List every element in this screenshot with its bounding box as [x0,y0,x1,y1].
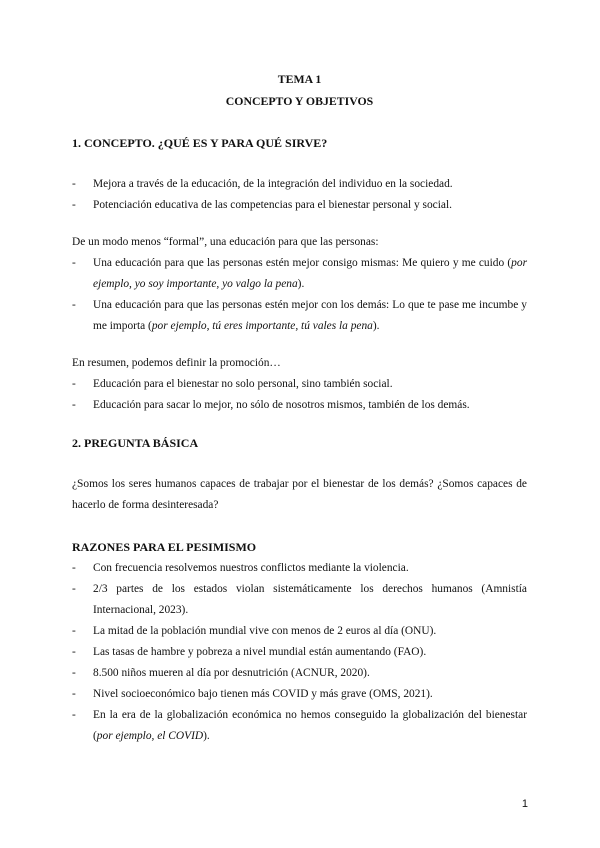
page-number: 1 [521,798,528,810]
list-item: - Educación para el bienestar no solo personal, sino también social. [72,374,527,395]
list-item: - En la era de la globalización económica no hemos conseguido la globalización del bienestar (por ejemplo, el COVID). [72,705,527,747]
list-item: - La mitad de la población mundial vive con menos de 2 euros al día (ONU). [72,621,527,642]
section2-heading: 2. PREGUNTA BÁSICA [72,436,199,450]
document-page [72,68,527,747]
education-list [72,253,527,337]
list-item: - 8.500 niños mueren al día por desnutrición (ACNUR, 2020). [72,663,527,684]
list-item: - Mejora a través de la educación, de la integración del individuo en la sociedad. [72,174,527,195]
pesimismo-heading: RAZONES PARA EL PESIMISMO [72,540,257,554]
example-text: por ejemplo, el COVID [96,730,204,742]
list-item: - Potenciación educativa de las competencias para el bienestar personal y social. [72,195,527,216]
concept-list [72,174,527,216]
example-text: por ejemplo, yo soy importante, yo valgo la pena [93,257,527,290]
list-item: - Con frecuencia resolvemos nuestros conflictos mediante la violencia. [72,558,527,579]
example-text: por ejemplo, tú eres importante, tú vales la pena [151,320,373,332]
list-item: - Nivel socioeconómico bajo tienen más COVID y más grave (OMS, 2021). [72,684,527,705]
list-item: - Las tasas de hambre y pobreza a nivel mundial están aumentando (FAO). [72,642,527,663]
list-item: - Una educación para que las personas estén mejor con los demás: Lo que te pase me incumbe y me importa (por ejemplo, tú eres importante, tú vales la pena). [72,295,527,337]
tema-subtitle: CONCEPTO Y OBJETIVOS [225,94,374,108]
section1-heading: 1. CONCEPTO. ¿QUÉ ES Y PARA QUÉ SIRVE? [72,136,328,150]
paragraph: En resumen, podemos definir la promoción… [72,357,281,369]
list-item: - 2/3 partes de los estados violan sistemáticamente los derechos humanos (Amnistía Internacional, 2023). [72,579,527,621]
pesimismo-list [72,558,527,747]
list-item: - Una educación para que las personas estén mejor consigo mismas: Me quiero y me cuido (por ejemplo, yo soy importante, yo valgo la pena). [72,253,527,295]
paragraph: De un modo menos “formal”, una educación para que las personas: [72,236,379,248]
question-paragraph: ¿Somos los seres humanos capaces de trabajar por el bienestar de los demás? ¿Somos capaces de hacerlo de forma desinteresada? [72,478,527,511]
tema-title: TEMA 1 [277,72,322,86]
summary-list [72,374,527,416]
list-item: - Educación para sacar lo mejor, no sólo de nosotros mismos, también de los demás. [72,395,527,416]
